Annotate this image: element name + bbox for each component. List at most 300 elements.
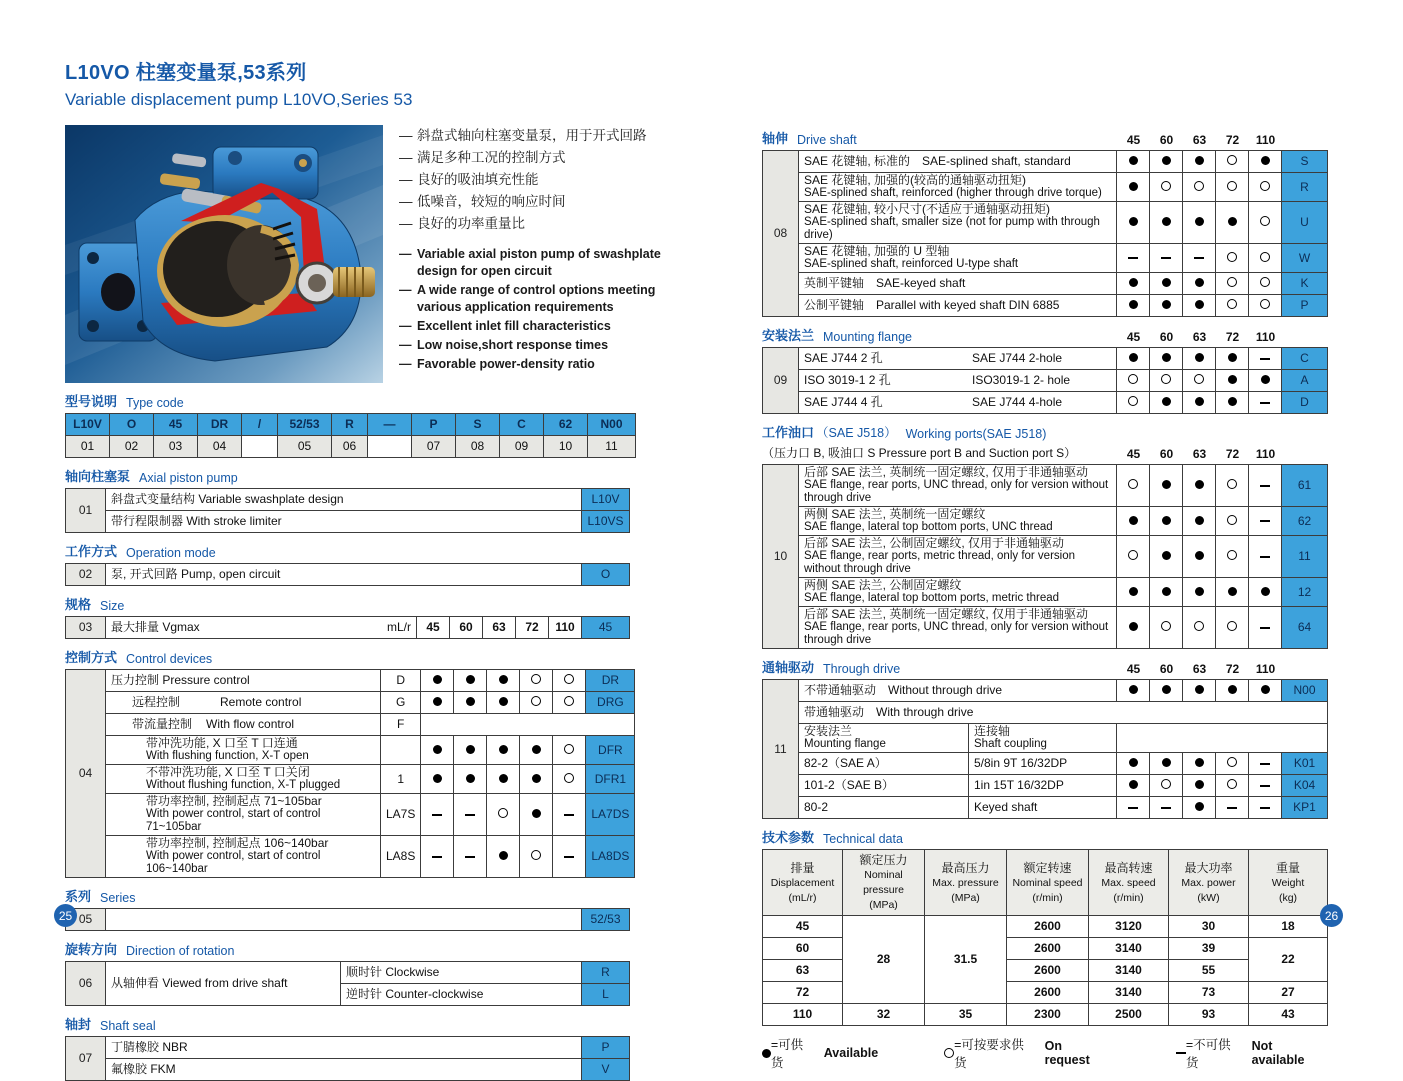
table-row [763,536,1328,578]
filled-dot-icon [532,809,541,818]
availability-cell [487,692,520,714]
type-code-number: 02 [110,436,154,458]
data-cell: 2600 [1007,916,1089,938]
availability-cell [1249,173,1282,202]
label-zh: 压力控制 Pressure control [111,673,250,687]
filled-dot-icon [466,697,475,706]
code-cell: 11 [1282,536,1328,578]
availability-cell [1150,151,1183,173]
table-row [763,465,1328,507]
availability-cell [553,836,586,878]
row-label: 不带通轴驱动 Without through drive [799,680,1117,702]
feature-item [399,246,667,280]
availability-cell [1117,753,1150,775]
availability-cell [1249,151,1282,173]
section-title-zh: 轴封 [65,1017,92,1032]
label-zh: SAE 花键轴, 标准的 SAE-splined shaft, standard [804,154,1071,168]
option-code-cell: F [381,714,421,736]
section-shaft-seal [65,1014,667,1081]
availability-cell [520,765,553,794]
size-col-label: 110 [1255,447,1276,461]
row-label: 斜盘式变量结构 Variable swashplate design [106,489,582,511]
size-columns-header [1117,447,1282,461]
type-code-number: 01 [66,436,110,458]
section-mounting-flange [762,325,1328,414]
size-col-label: 60 [1159,330,1174,344]
dash-icon: — [399,172,413,187]
row-label: 泵, 开式回路 Pump, open circuit [106,564,582,586]
row-label [799,244,1117,273]
coupling-label: 5/8in 9T 16/32DP [969,753,1117,775]
filled-dot-icon [1228,217,1237,226]
row-label [106,794,381,836]
filled-dot-icon [1195,551,1204,560]
section-working-ports-header [762,422,1328,441]
filled-dot-icon [1162,156,1171,165]
data-cell: 2600 [1007,982,1089,1004]
size-col-label: 60 [1159,662,1174,676]
dash-icon [1260,485,1270,487]
availability-cell [1249,507,1282,536]
section-header [65,466,667,485]
coupling-label: Keyed shaft [969,797,1117,819]
type-code-cell: R [332,414,368,436]
data-cell: 22 [1249,938,1328,982]
filled-dot-icon [1162,397,1171,406]
availability-cell [1150,507,1183,536]
code-cell: R [582,962,630,984]
row-label [799,151,1117,173]
label-en: SAE-splined shaft, reinforced U-type shaft [804,258,1019,270]
section-title-en: Drive shaft [797,133,857,147]
filled-dot-icon [499,774,508,783]
label-en: With power control, start of control 71~105bar [146,808,321,833]
dash-icon [1260,358,1270,360]
table-row [66,909,630,931]
filled-dot-icon [1195,587,1204,596]
filled-dot-icon [1129,516,1138,525]
availability-cell [1249,753,1282,775]
mounting-flange-subheader [799,724,969,753]
label-en: SAE-splined shaft, reinforced (higher through drive torque) [804,187,1102,199]
open-circle-icon [564,744,574,754]
legend-zh: =可供货 [770,1038,804,1070]
availability-cell [487,836,520,878]
dash-icon [1194,257,1204,259]
availability-cell [421,736,454,765]
filled-dot-icon [1228,587,1237,596]
data-cell: 39 [1169,938,1249,960]
section-title-zh: 控制方式 [65,650,118,665]
open-circle-icon [1161,779,1171,789]
filled-dot-icon [1228,353,1237,362]
open-circle-icon [1194,621,1204,631]
size-col-label: 45 [1126,133,1141,147]
header-unit: (r/min) [1113,891,1144,904]
page-title: L10VO 柱塞变量泵,53系列 [65,62,307,84]
availability-cell [1150,244,1183,273]
code-cell: DRG [586,692,635,714]
open-circle-icon [1161,181,1171,191]
filled-dot-icon [1129,758,1138,767]
filled-dot-icon [1195,480,1204,489]
pump-illustration [65,125,383,383]
label-en: Mounting flange [804,738,886,750]
availability-cell [454,670,487,692]
row-number: 10 [763,465,799,649]
open-circle-icon [531,674,541,684]
legend-item [1176,1035,1328,1071]
open-circle-icon [1227,515,1237,525]
availability-cell [1117,151,1150,173]
label-en: SAE J744 2-hole [972,351,1063,365]
availability-cell [1249,392,1282,414]
type-code-gap [368,436,412,458]
data-cell: 32 [843,1004,925,1026]
code-cell: 45 [582,617,630,639]
section-through-drive-header [762,657,1328,676]
left-column [65,56,667,1081]
label-zh: SAE J744 2 孔 [804,351,883,365]
option-code-cell: 1 [381,765,421,794]
code-cell: DR [586,670,635,692]
dash-icon: — [399,338,412,352]
availability-cell [553,736,586,765]
type-code-number: 11 [588,436,636,458]
section-title-zh: 轴向柱塞泵 [65,469,131,484]
table-row [66,564,630,586]
section-title-en: Working ports(SAE J518) [905,427,1047,441]
label-zh: 带功率控制, 控制起点 71~105bar [146,794,322,808]
availability-cell [520,794,553,836]
size-col-label: 63 [1192,662,1207,676]
filled-dot-icon [1195,780,1204,789]
label-en: ISO3019-1 2- hole [972,373,1071,387]
filled-dot-icon [499,745,508,754]
section-title-zh: 通轴驱动 [762,660,815,675]
flange-size-label: 82-2（SAE A） [799,753,969,775]
availability-cell [1150,202,1183,244]
availability-cell [1117,607,1150,649]
table-row [66,511,630,533]
data-cell: 2500 [1089,1004,1169,1026]
dash-icon [1260,556,1270,558]
open-circle-icon [1194,181,1204,191]
availability-cell [1249,775,1282,797]
data-cell: 55 [1169,960,1249,982]
header-unit: (mL/r) [788,891,817,904]
section-title-zh: 规格 [65,597,92,612]
row-label [799,392,1117,414]
size-col-label: 63 [1192,133,1207,147]
availability-cell [1150,273,1183,295]
code-cell: V [582,1059,630,1081]
section-header [65,1014,667,1033]
filled-dot-icon [1162,353,1171,362]
availability-cell [1183,273,1216,295]
legend-item [944,1035,1110,1071]
dash-icon [1260,402,1270,404]
code-cell: S [1282,151,1328,173]
availability-cell [421,670,454,692]
section-header [65,594,667,613]
availability-cell [553,670,586,692]
open-circle-icon [1128,374,1138,384]
type-code-cell: N00 [588,414,636,436]
row-number: 07 [66,1037,106,1081]
filled-dot-icon [1195,217,1204,226]
availability-cell [1150,775,1183,797]
availability-cell [1183,348,1216,370]
filled-dot-icon [1129,278,1138,287]
row-label [106,736,381,765]
table-row [66,836,635,878]
feature-item [399,282,667,316]
section-header [65,647,667,666]
filled-dot-icon [1162,217,1171,226]
availability-cell [1183,775,1216,797]
size-col-label: 45 [1126,662,1141,676]
open-circle-icon [1227,277,1237,287]
section-title-en: Mounting flange [823,330,912,344]
working-ports-subheader [762,444,1328,461]
code-cell: D [1282,392,1328,414]
row-number: 06 [66,962,106,1006]
availability-cell [1249,348,1282,370]
availability-cell [520,836,553,878]
row-number: 09 [763,348,799,414]
label-en: With flow control [206,717,295,731]
availability-cell [1117,536,1150,578]
filled-dot-icon [532,745,541,754]
type-code-cell: S [456,414,500,436]
data-cell: 63 [763,960,843,982]
availability-cell [487,794,520,836]
open-circle-icon [1260,252,1270,262]
availability-cell [421,836,454,878]
row-number: 01 [66,489,106,533]
row-label [799,578,1117,607]
label-zh: 带流量控制 [132,717,193,731]
dash-icon [432,856,442,858]
data-cell: 43 [1249,1004,1328,1026]
type-code-cell: O [110,414,154,436]
code-cell: L [582,984,630,1006]
feature-item [399,191,667,213]
filled-dot-icon [1195,156,1204,165]
data-cell: 2300 [1007,1004,1089,1026]
type-code-table [65,413,636,458]
size-col-label: 72 [1225,133,1240,147]
open-circle-icon [944,1048,954,1058]
size-col-label: 63 [1192,330,1207,344]
header-unit: (kg) [1278,891,1298,904]
filled-dot-icon [1195,397,1204,406]
open-circle-icon [1260,277,1270,287]
table-row [763,680,1328,702]
availability-cell [1117,202,1150,244]
section-title-zh: 型号说明 [65,394,118,409]
type-code-number: 07 [412,436,456,458]
type-code-number: 06 [332,436,368,458]
data-cell: 3140 [1089,938,1169,960]
dash-icon [1260,763,1270,765]
data-cell: 28 [843,916,925,1004]
feature-text: Favorable power-density ratio [417,357,595,371]
dash-icon [1128,257,1138,259]
type-code-row [66,414,636,436]
label-en: Remote control [220,695,302,709]
section-title-en: Control devices [126,652,213,666]
code-cell: K [1282,273,1328,295]
size-col-label: 110 [549,617,582,639]
dash-icon [1260,520,1270,522]
header-en: Weight [1271,876,1305,889]
row-number: 03 [66,617,106,639]
row-label [106,714,381,736]
label-en: SAE flange, rear ports, metric thread, only for version without through drive [804,550,1076,575]
column-header [1249,850,1328,916]
pump-cutaway-image [65,125,383,383]
filled-dot-icon [1129,217,1138,226]
availability-cell [454,692,487,714]
option-code-cell: LA8S [381,836,421,878]
row-label [106,765,381,794]
table-row [763,392,1328,414]
legend-item [762,1035,878,1071]
row-number: 05 [66,909,106,931]
code-cell: L10VS [582,511,630,533]
data-cell: 73 [1169,982,1249,1004]
label-zh: ISO 3019-1 2 孔 [804,373,891,387]
row-label: 从轴伸看 Viewed from drive shaft [106,962,341,1006]
filled-dot-icon [532,774,541,783]
type-code-cell: L10V [66,414,110,436]
rotation-option-label: 顺时针 Clockwise [341,962,582,984]
filled-dot-icon [466,745,475,754]
legend-zh: =不可供货 [1185,1038,1231,1070]
availability-cell [487,670,520,692]
dash-icon [1161,257,1171,259]
size-col-label: 60 [450,617,483,639]
data-cell: 31.5 [925,916,1007,1004]
through-drive-table [762,679,1328,819]
dash-icon [465,814,475,816]
availability-cell [1183,680,1216,702]
type-code-number: 05 [278,436,332,458]
availability-cell [1249,202,1282,244]
data-cell: 27 [1249,982,1328,1004]
row-label: 丁腈橡胶 NBR [106,1037,582,1059]
availability-cell [1150,370,1183,392]
feature-text: 斜盘式轴向柱塞变量泵，用于开式回路 [417,128,647,143]
label-en: SAE flange, lateral top bottom ports, UNC thread [804,521,1053,533]
size-col-label: 72 [1225,447,1240,461]
header-en: Max. pressure [932,876,999,889]
empty-span-cell [421,714,635,736]
availability-cell [421,765,454,794]
type-code-cell: 62 [544,414,588,436]
row-label: 氟橡胶 FKM [106,1059,582,1081]
row-label [799,348,1117,370]
size-col-label: 63 [1192,447,1207,461]
open-circle-icon [1260,216,1270,226]
section-title-en: Axial piston pump [139,471,238,485]
code-cell: C [1282,348,1328,370]
availability-cell [454,794,487,836]
availability-cell [1216,273,1249,295]
data-cell: 30 [1169,916,1249,938]
availability-cell [1249,273,1282,295]
column-header [1169,850,1249,916]
availability-cell [1150,392,1183,414]
open-circle-icon [1227,479,1237,489]
column-header [1007,850,1089,916]
legend-en: Not available [1251,1039,1305,1067]
availability-cell [487,765,520,794]
feature-item [399,337,667,354]
table-row [66,1037,630,1059]
dash-icon: — [399,319,412,333]
availability-cell [1183,151,1216,173]
size-col-label: 45 [1126,330,1141,344]
size-col-label: 45 [1126,447,1141,461]
feature-item [399,318,667,335]
size-unit: mL/r [387,620,411,634]
section-drive-shaft-table [762,150,1328,317]
data-cell: 3120 [1089,916,1169,938]
availability-cell [520,670,553,692]
filled-dot-icon [1129,182,1138,191]
label-zh: SAE 花键轴, 较小尺寸(不适应于通轴驱动扭矩) [804,202,1051,216]
data-cell: 2600 [1007,960,1089,982]
row-label [799,370,1117,392]
feature-text: 满足多种工况的控制方式 [417,150,566,165]
section-header [65,541,667,560]
code-cell: LA7DS [586,794,635,836]
filled-dot-icon [1129,156,1138,165]
filled-dot-icon [1129,685,1138,694]
data-cell: 93 [1169,1004,1249,1026]
availability-cell [1150,348,1183,370]
section-technical-data-header [762,827,1328,846]
filled-dot-icon [1162,516,1171,525]
availability-cell [1249,578,1282,607]
filled-dot-icon [466,675,475,684]
table-row [763,202,1328,244]
header-en: Nominal speed [1012,876,1083,889]
header-zh: 额定压力 [859,853,908,867]
filled-dot-icon [466,774,475,783]
row-label [106,692,381,714]
table-row [66,1059,630,1081]
size-col-label: 63 [483,617,516,639]
availability-cell [1117,392,1150,414]
feature-item [399,213,667,235]
availability-cell [553,794,586,836]
availability-cell [1117,680,1150,702]
label-en: SAE flange, lateral top bottom ports, metric thread [804,592,1060,604]
dash-icon: — [399,247,412,261]
size-col-label: 60 [1159,447,1174,461]
label-zh: 后部 SAE 法兰, 英制统一固定螺纹, 仅用于非通轴驱动 [804,607,1089,621]
availability-cell [1216,348,1249,370]
label-en: SAE J744 4-hole [972,395,1063,409]
type-code-number: 09 [500,436,544,458]
code-cell: LA8DS [586,836,635,878]
order-code-sections [65,391,667,1081]
filled-dot-icon [1162,480,1171,489]
